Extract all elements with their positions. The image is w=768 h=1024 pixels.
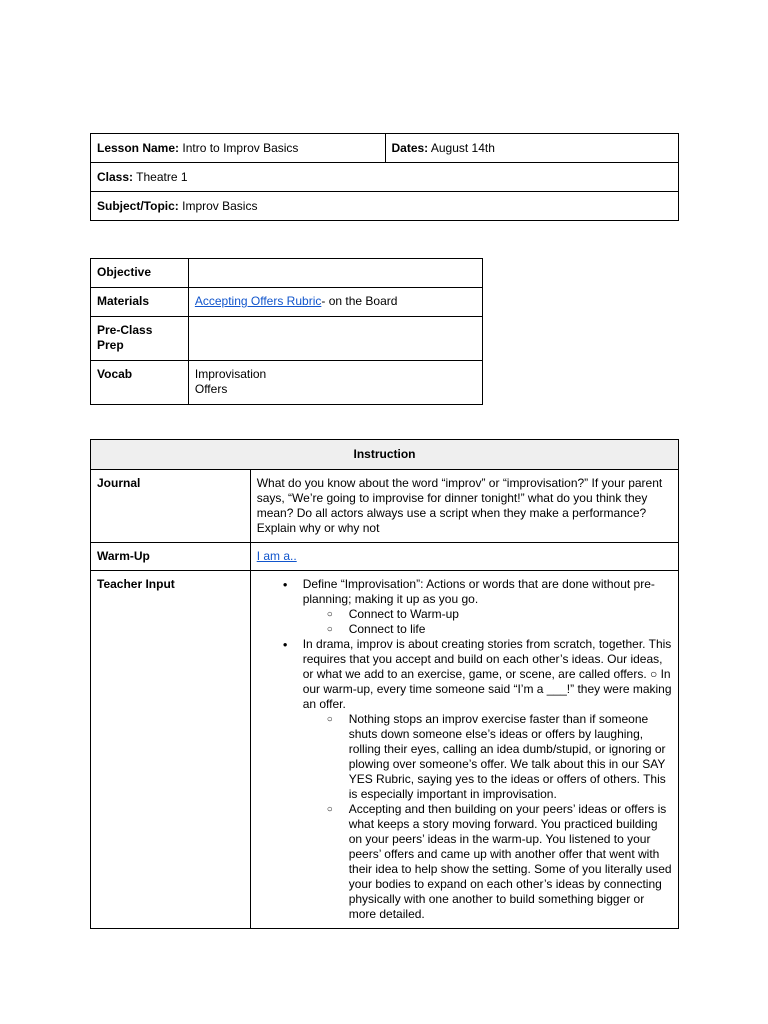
objective-label-cell xyxy=(91,259,189,288)
prep-table xyxy=(90,258,483,405)
lesson-name-value: Intro to Improv Basics xyxy=(182,140,299,155)
teacher-input-label-cell xyxy=(91,571,251,929)
subject-value: Improv Basics xyxy=(182,198,258,213)
instruction-table xyxy=(90,439,679,929)
lesson-name-cell xyxy=(91,134,386,163)
warmup-label-cell xyxy=(91,543,251,571)
define-improvisation-text: Define “Improvisation”: Actions or words that are done without pre-planning; making it up as you go. xyxy=(302,577,655,606)
preclass-label: Pre-Class Prep xyxy=(97,323,153,352)
i-am-a-link[interactable]: I am a.. xyxy=(256,549,297,563)
list-item: ○ Nothing stops an improv exercise faster than if someone shuts down someone else’s ideas or offers by laughing, rolling their eyes, calling an idea dumb/stupid, or ignoring or plowing over someone’s offer. We talk about this in our SAY YES Rubric, saying yes to the ideas or offers of others. This is especially important in improvisation. xyxy=(349,712,672,802)
list-item: ○ Accepting and then building on your peers’ ideas or offers is what keeps a story moving forward. You practiced building on your peers’ ideas in the warm-up. You listened to your peers’ offers and came up with another offer that went with their idea to help show the setting. Some of you literally used your bodies to expand on each other’s ideas by connecting physically with one another to build something bigger or more detailed. xyxy=(349,802,672,922)
vocab-label: Vocab xyxy=(97,367,133,381)
journal-label: Journal xyxy=(97,476,141,490)
list-item: ○ Connect to Warm-up xyxy=(349,607,672,622)
dates-label: Dates: xyxy=(391,140,429,155)
lesson-name-label: Lesson Name: xyxy=(97,140,180,155)
warmup-label: Warm-Up xyxy=(97,549,150,563)
drama-improv-text: In drama, improv is about creating stories from scratch, together. This requires that you accept and build on each other’s ideas. Our ideas, or what we add to an exercise, game, or scene, are called offers. ○ In our warm-up, every time someone said “I’m a ___!” they were making an offer. xyxy=(302,637,672,711)
class-label: Class: xyxy=(97,169,134,184)
preclass-value xyxy=(188,317,482,361)
class-cell xyxy=(91,163,679,192)
accepting-offers-rubric-link[interactable]: Accepting Offers Rubric xyxy=(194,294,322,308)
journal-text: What do you know about the word “improv” or “improvisation?” If your parent says, “We’re going to improvise for dinner tonight!” what do you think they mean? Do all actors always use a script when they make a performance? Explain why or why not xyxy=(250,470,678,543)
teacher-input-label: Teacher Input xyxy=(97,577,175,591)
materials-label: Materials xyxy=(97,294,150,308)
subject-label: Subject/Topic: xyxy=(97,198,179,213)
objective-label: Objective xyxy=(97,265,152,279)
journal-label-cell xyxy=(91,470,251,543)
objective-value xyxy=(188,259,482,288)
subject-cell xyxy=(91,192,679,221)
sub-list xyxy=(303,712,672,922)
preclass-label-cell xyxy=(91,317,189,361)
lesson-header-table xyxy=(90,133,679,221)
vocab-label-cell xyxy=(91,361,189,405)
list-item: ○ Connect to life xyxy=(349,622,672,637)
materials-label-cell xyxy=(91,288,189,317)
materials-value-cell xyxy=(188,288,482,317)
sub-list xyxy=(303,607,672,637)
vocab-value-cell xyxy=(188,361,482,405)
class-value: Theatre 1 xyxy=(136,169,188,184)
instruction-heading: Instruction xyxy=(91,440,679,470)
list-item xyxy=(303,577,672,637)
teacher-input-cell xyxy=(250,571,678,929)
vocab-item: Offers xyxy=(194,382,228,396)
materials-rest: - on the Board xyxy=(321,294,398,308)
vocab-item: Improvisation xyxy=(194,367,267,381)
teacher-input-list xyxy=(257,577,672,922)
list-item xyxy=(303,637,672,922)
dates-cell xyxy=(385,134,679,163)
dates-value: August 14th xyxy=(430,140,495,155)
warmup-value-cell xyxy=(250,543,678,571)
